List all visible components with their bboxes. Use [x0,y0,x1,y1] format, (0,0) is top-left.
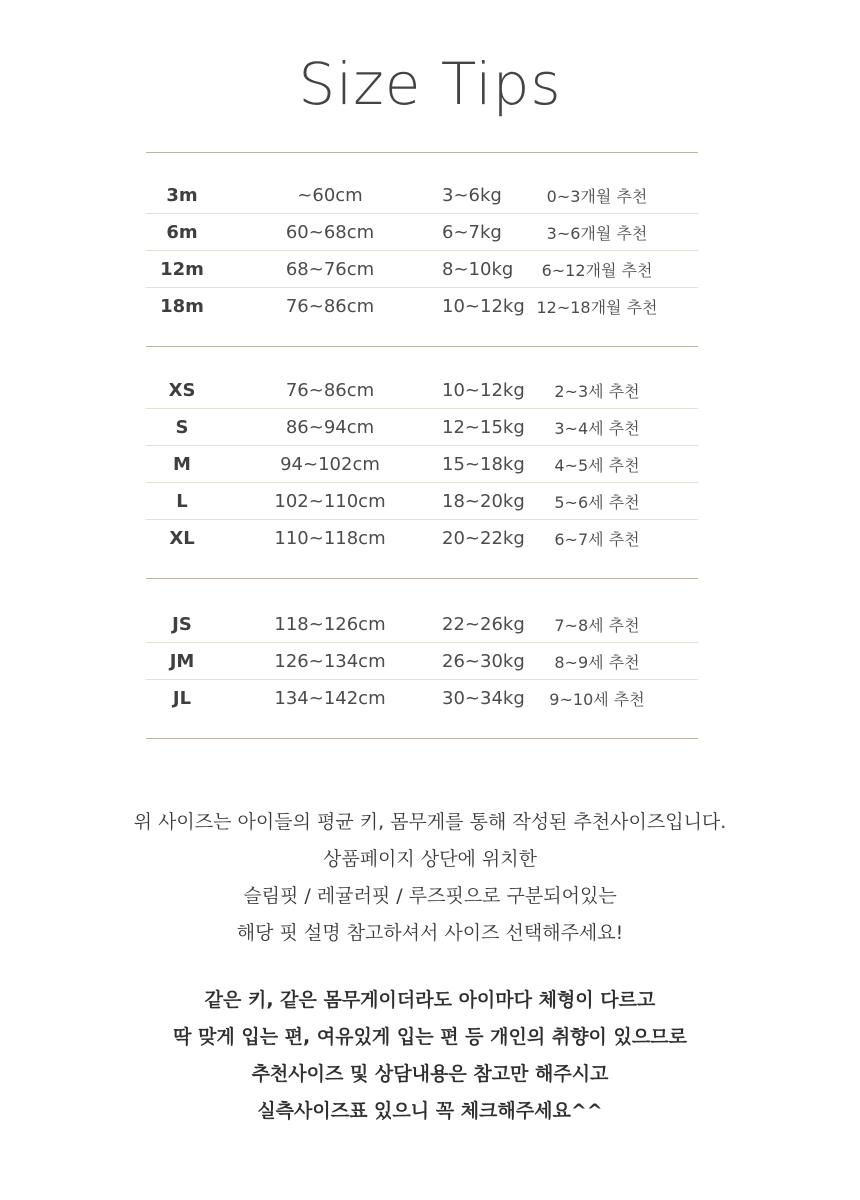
size-cell: M [173,453,191,475]
recommend-cell: 3~6개월 추천 [546,223,648,243]
table-row [146,251,698,288]
table-row [146,446,698,483]
table-row [146,214,698,251]
recommend-cell: 8~9세 추천 [554,652,640,672]
height-cell: 102~110cm [274,490,386,512]
note-line: 슬림핏 / 레귤러핏 / 루즈핏으로 구분되어있는 [243,885,617,907]
table-row [146,177,698,214]
note-line-bold: 같은 키, 같은 몸무게이더라도 아이마다 체형이 다르고 [204,989,656,1011]
height-cell: 126~134cm [274,650,386,672]
height-cell: 94~102cm [280,453,380,475]
size-cell: JS [172,613,192,635]
table-row [146,409,698,446]
weight-cell: 26~30kg [442,650,525,672]
table-row [146,483,698,520]
size-cell: 12m [160,258,204,280]
recommend-cell: 0~3개월 추천 [546,186,648,206]
weight-cell: 30~34kg [442,687,525,709]
recommend-cell: 4~5세 추천 [554,455,640,475]
height-cell: 76~86cm [285,379,375,401]
size-cell: XS [168,379,196,401]
height-cell: 68~76cm [285,258,375,280]
size-cell: JL [172,687,192,709]
recommend-cell: 5~6세 추천 [554,492,640,512]
weight-cell: 10~12kg [442,295,525,317]
height-cell: ~60cm [297,184,363,206]
note-line-bold: 실측사이즈표 있으니 꼭 체크해주세요^^ [257,1100,603,1122]
size-cell: XL [169,527,195,549]
size-cell: L [176,490,188,512]
size-notes-emphasis [0,982,860,1130]
weight-cell: 15~18kg [442,453,525,475]
recommend-cell: 12~18개월 추천 [536,297,658,317]
height-cell: 118~126cm [274,613,386,635]
note-line: 위 사이즈는 아이들의 평균 키, 몸무게를 통해 작성된 추천사이즈입니다. [133,811,727,833]
table-row [146,372,698,409]
note-line: 상품페이지 상단에 위치한 [323,848,537,870]
recommend-cell: 7~8세 추천 [554,615,640,635]
weight-cell: 10~12kg [442,379,525,401]
weight-cell: 18~20kg [442,490,525,512]
weight-cell: 12~15kg [442,416,525,438]
recommend-cell: 6~12개월 추천 [541,260,653,280]
height-cell: 76~86cm [285,295,375,317]
size-cell: S [175,416,189,438]
size-cell: 18m [160,295,204,317]
recommend-cell: 9~10세 추천 [549,689,645,709]
page-title: Size Tips [298,50,562,118]
size-table-kids [146,348,698,579]
height-cell: 60~68cm [285,221,375,243]
recommend-cell: 6~7세 추천 [554,529,640,549]
note-line-bold: 딱 맞게 입는 편, 여유있게 입는 편 등 개인의 취향이 있으므로 [173,1026,687,1048]
size-table-infant [146,152,698,347]
weight-cell: 6~7kg [442,221,502,243]
table-row [146,288,698,324]
weight-cell: 20~22kg [442,527,525,549]
size-cell: JM [169,650,195,672]
table-row [146,606,698,643]
table-row [146,680,698,716]
height-cell: 86~94cm [285,416,375,438]
recommend-cell: 2~3세 추천 [554,381,640,401]
size-table-junior [146,582,698,739]
table-rule-bottom [146,578,698,579]
recommend-cell: 3~4세 추천 [554,418,640,438]
weight-cell: 8~10kg [442,258,514,280]
weight-cell: 22~26kg [442,613,525,635]
table-row [146,643,698,680]
height-cell: 110~118cm [274,527,386,549]
table-row [146,520,698,556]
note-line-bold: 추천사이즈 및 상담내용은 참고만 해주시고 [251,1063,609,1085]
table-rule-bottom [146,738,698,739]
weight-cell: 3~6kg [442,184,502,206]
note-line: 해당 핏 설명 참고하셔서 사이즈 선택해주세요! [236,922,624,944]
height-cell: 134~142cm [274,687,386,709]
size-cell: 6m [166,221,198,243]
size-cell: 3m [166,184,198,206]
size-notes [0,804,860,952]
table-rule-bottom [146,346,698,347]
